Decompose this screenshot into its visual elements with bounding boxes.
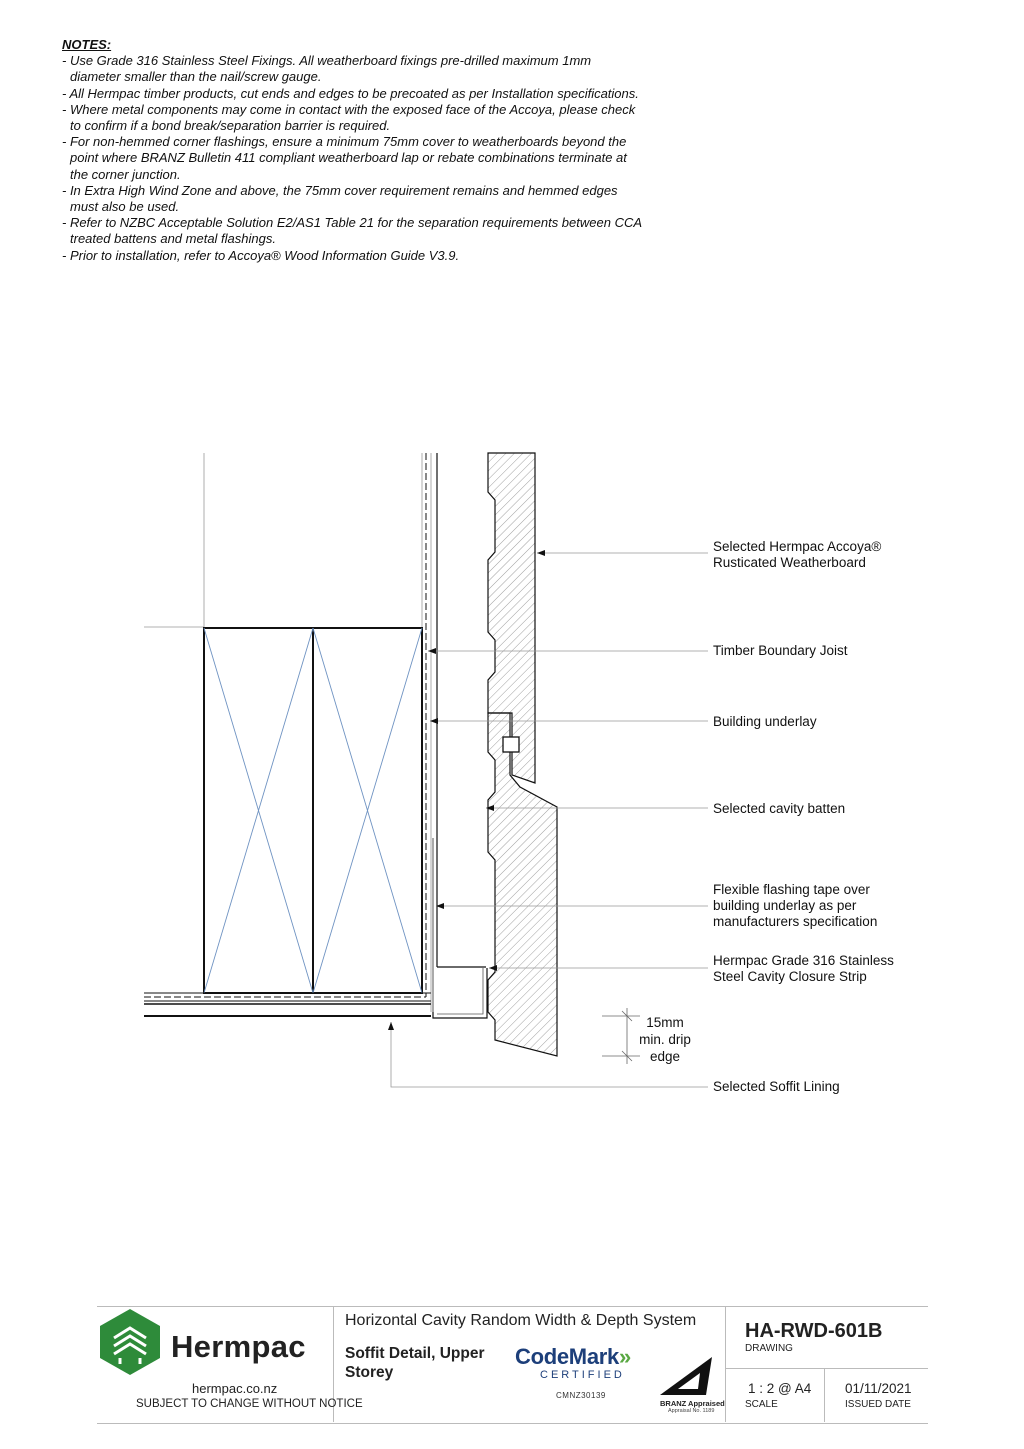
note-line: - All Hermpac timber products, cut ends and edges to be precoated as per Installation specifications.: [62, 85, 639, 101]
note-line: - Prior to installation, refer to Accoya® Wood Information Guide V3.9.: [62, 247, 460, 263]
note-line: - In Extra High Wind Zone and above, the 75mm cover requirement remains and hemmed edges: [62, 182, 618, 198]
scale-value: 1 : 2 @ A4: [748, 1381, 812, 1396]
note-line: to confirm if a bond break/separation barrier is required.: [70, 118, 391, 134]
timber-boundary-joist: [204, 628, 422, 993]
issued-date: 01/11/2021: [845, 1381, 912, 1396]
note-line: treated battens and metal flashings.: [70, 231, 276, 247]
title-divider-3: [824, 1368, 825, 1422]
notes-title: NOTES:: [62, 37, 112, 52]
note-line: - Use Grade 316 Stainless Steel Fixings. All weatherboard fixings pre-drilled maximum 1mm: [62, 53, 592, 69]
sheet-title: Soffit Detail, Upper Storey: [345, 1345, 485, 1381]
callout-soffit: Selected Soffit Lining: [713, 1079, 840, 1094]
cavity-batten: [431, 453, 486, 1012]
title-divider-2: [725, 1306, 726, 1422]
note-line: must also be used.: [70, 199, 180, 215]
codemark-logo: CodeMark»: [515, 1344, 631, 1369]
website-link[interactable]: hermpac.co.nz: [192, 1381, 278, 1396]
building-underlay: [144, 453, 426, 997]
note-line: - Where metal components may come in contact with the exposed face of the Accoya, please check: [62, 101, 636, 117]
drip-dimension: [602, 1008, 640, 1064]
callout-weatherboard: Selected Hermpac Accoya® Rusticated Weatherboard: [713, 539, 882, 570]
note-line: diameter smaller than the nail/screw gauge.: [70, 69, 322, 85]
system-name: Horizontal Cavity Random Width & Depth System: [345, 1312, 697, 1329]
disclaimer: SUBJECT TO CHANGE WITHOUT NOTICE: [136, 1398, 363, 1410]
branz-appraisal-number: Appraisal No. 1189: [668, 1408, 715, 1414]
title-divider-4: [725, 1368, 928, 1369]
cavity-closure-strip: [433, 968, 487, 1018]
callout-flashing-tape: Flexible flashing tape over building underlay as per manufacturers specification: [713, 882, 878, 929]
note-line: - For non-hemmed corner flashings, ensure a minimum 75mm cover to weatherboards beyond the: [62, 134, 627, 150]
drawing-number: HA-RWD-601B: [745, 1320, 883, 1342]
callout-underlay: Building underlay: [713, 714, 817, 729]
issued-date-label: ISSUED DATE: [845, 1399, 911, 1410]
drawing-label: DRAWING: [745, 1343, 793, 1354]
codemark-number: CMNZ30139: [556, 1391, 606, 1400]
branz-logo-icon: [660, 1355, 720, 1399]
note-line: - Refer to NZBC Acceptable Solution E2/AS1 Table 21 for the separation requirements between CCA: [62, 215, 643, 231]
note-line: point where BRANZ Bulletin 411 compliant weatherboard lap or rebate combinations terminate at: [70, 150, 627, 166]
drip-edge-label: 15mm min. drip edge: [639, 1015, 691, 1064]
callout-joist: Timber Boundary Joist: [713, 643, 848, 658]
codemark-chevron-icon: »: [618, 1344, 631, 1369]
codemark-certified: CERTIFIED: [540, 1369, 625, 1381]
scale-label: SCALE: [745, 1399, 778, 1410]
callout-batten: Selected cavity batten: [713, 801, 846, 816]
callout-closure-strip: Hermpac Grade 316 Stainless Steel Cavity Closure Strip: [713, 953, 894, 984]
soffit-lining: [144, 993, 431, 1016]
brand-name: Hermpac: [171, 1329, 306, 1364]
branz-label: BRANZ Appraised: [660, 1399, 725, 1408]
note-line: the corner junction.: [70, 166, 181, 182]
hermpac-logo-icon: [98, 1308, 162, 1376]
batten-fixing-block: [503, 737, 519, 752]
